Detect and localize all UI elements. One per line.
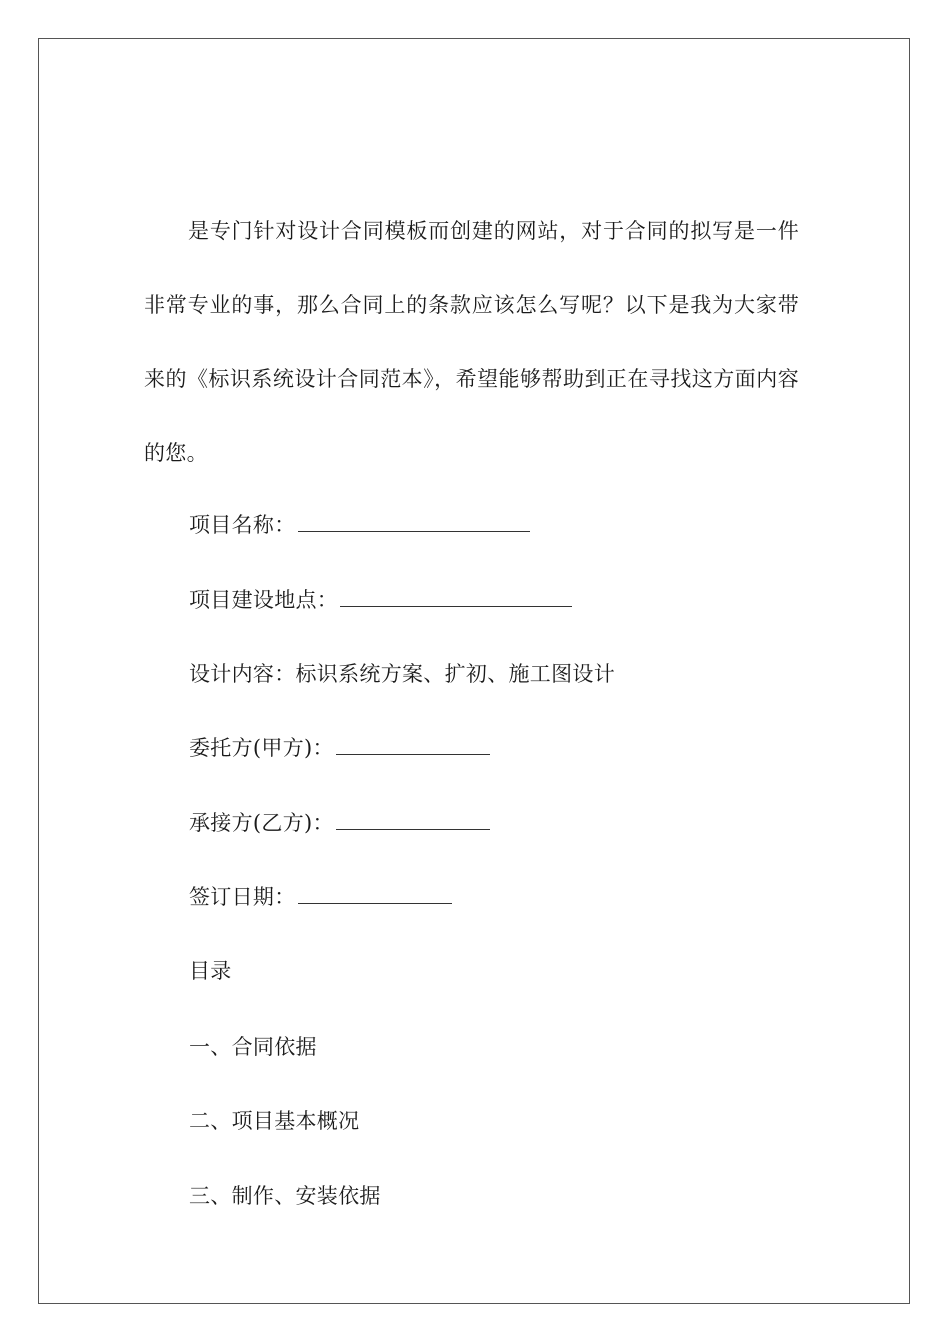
toc-item: 三、制作、安装依据 [189, 1184, 381, 1208]
toc-title: 目录 [189, 959, 232, 983]
project-name-field [189, 510, 530, 540]
project-location-blank[interactable] [340, 588, 572, 607]
client-blank[interactable] [336, 736, 490, 755]
design-content: 设计内容：标识系统方案、扩初、施工图设计 [189, 662, 615, 686]
client-label: 委托方(甲方)： [189, 736, 334, 760]
contractor-blank[interactable] [336, 811, 490, 830]
contractor-label: 承接方(乙方)： [189, 811, 334, 835]
intro-paragraph: 是专门针对设计合同模板而创建的网站，对于合同的拟写是一件非常专业的事，那么合同上的条款应该怎么写呢？以下是我为大家带来的《标识系统设计合同范本》，希望能够帮助到正在寻找这方面内容的您。 [144, 219, 799, 465]
sign-date-blank[interactable] [298, 885, 452, 904]
client-field [189, 733, 490, 763]
sign-date-field [189, 882, 452, 912]
sign-date-label: 签订日期： [189, 885, 296, 909]
project-location-label: 项目建设地点： [189, 588, 339, 612]
project-name-blank[interactable] [298, 513, 530, 532]
toc-item: 一、合同依据 [189, 1035, 317, 1059]
contractor-field [189, 808, 490, 838]
project-location-field [189, 585, 572, 615]
project-name-label: 项目名称： [189, 513, 296, 537]
toc-item: 二、项目基本概况 [189, 1109, 360, 1133]
